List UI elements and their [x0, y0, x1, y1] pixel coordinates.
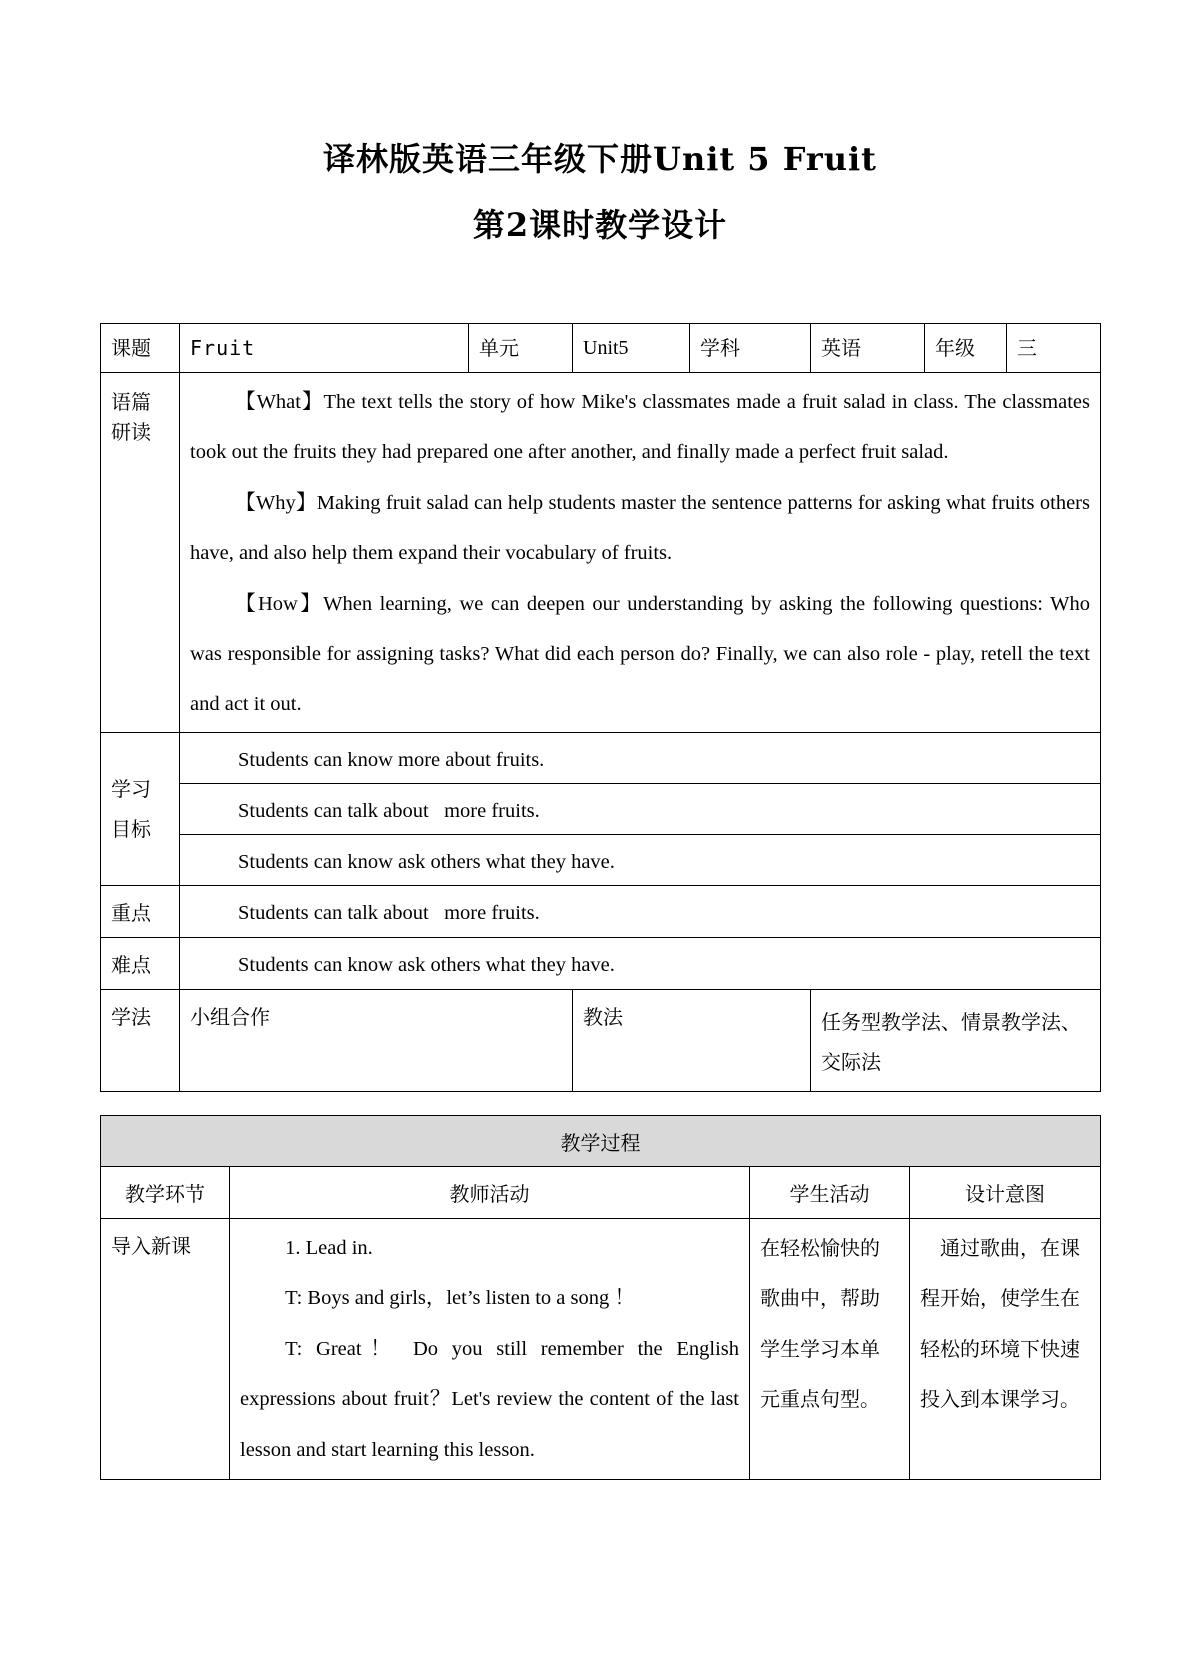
goal-row — [101, 834, 1101, 885]
key-point-label: 重点 — [101, 885, 180, 937]
learning-goals-label: 学习目标 — [101, 732, 180, 885]
teacher-activity-line: T: Great！ Do you still remember the English expressions about fruit？Let's review the content of the last lesson and start learning this lesson. — [240, 1337, 739, 1461]
process-header-row — [101, 1116, 1101, 1167]
text-analysis-label: 语篇研读 — [101, 373, 180, 733]
difficulty-row — [101, 937, 1101, 989]
why-paragraph: 【Why】Making fruit salad can help students master the sentence patterns for asking what fruits others have, and also help them expand their vocabulary of fruits. — [190, 491, 1090, 565]
key-point-row — [101, 885, 1101, 937]
document-title: 译林版英语三年级下册Unit 5 Fruit — [323, 140, 877, 178]
teacher-activity-line: 1. Lead in. — [285, 1237, 373, 1259]
design-intent-cell: 通过歌曲，在课程开始，使学生在轻松的环境下快速投入到本课学习。 — [910, 1219, 1101, 1480]
difficulty-value: Students can know ask others what they have. — [180, 937, 1101, 989]
methods-row — [101, 989, 1101, 1091]
column-teacher-activity: 教师活动 — [230, 1167, 750, 1219]
column-student-activity: 学生活动 — [750, 1167, 910, 1219]
study-method-label: 学法 — [101, 989, 180, 1091]
student-activity-cell: 在轻松愉快的歌曲中，帮助学生学习本单元重点句型。 — [750, 1219, 910, 1480]
topic-value: Fruit — [180, 324, 469, 373]
study-method-value: 小组合作 — [180, 989, 573, 1091]
process-row — [101, 1219, 1101, 1480]
process-columns-row — [101, 1167, 1101, 1219]
goal-row — [101, 732, 1101, 783]
unit-value: Unit5 — [573, 324, 690, 373]
text-analysis-row — [101, 373, 1101, 733]
learning-goal-3: Students can know ask others what they have. — [180, 834, 1101, 885]
document-subtitle: 第2课时教学设计 — [472, 206, 728, 244]
teacher-activity-line: T: Boys and girls，let’s listen to a song ！ — [285, 1287, 635, 1310]
learning-goal-2: Students can talk about more fruits. — [180, 783, 1101, 834]
text-analysis-content — [180, 373, 1101, 733]
goal-row — [101, 783, 1101, 834]
what-paragraph: 【What】The text tells the story of how Mike's classmates made a fruit salad in class. The classmates took out the fruits they had prepared one after another, and finally made a perfect fruit salad. — [190, 391, 1090, 464]
column-design-intent: 设计意图 — [910, 1167, 1101, 1219]
lesson-info-table — [100, 323, 1101, 1092]
teaching-method-value: 任务型教学法、情景教学法、交际法 — [811, 989, 1101, 1091]
difficulty-label: 难点 — [101, 937, 180, 989]
unit-label: 单元 — [469, 324, 573, 373]
info-row — [101, 324, 1101, 373]
key-point-value: Students can talk about more fruits. — [180, 885, 1101, 937]
teaching-method-label: 教法 — [573, 989, 811, 1091]
subject-value: 英语 — [811, 324, 925, 373]
process-header: 教学过程 — [101, 1116, 1101, 1167]
stage-cell: 导入新课 — [101, 1219, 230, 1480]
grade-value: 三 — [1007, 324, 1101, 373]
grade-label: 年级 — [925, 324, 1007, 373]
learning-goal-1: Students can know more about fruits. — [180, 732, 1101, 783]
how-paragraph: 【How】When learning, we can deepen our understanding by asking the following questions: Who was responsible for assigning tasks? What did each person do? Finally, we can also role - play, retell the text and act it out. — [190, 592, 1090, 716]
column-stage: 教学环节 — [101, 1167, 230, 1219]
teaching-process-table — [100, 1115, 1101, 1480]
teacher-activity-cell — [230, 1219, 750, 1480]
subject-label: 学科 — [690, 324, 811, 373]
topic-label: 课题 — [101, 324, 180, 373]
